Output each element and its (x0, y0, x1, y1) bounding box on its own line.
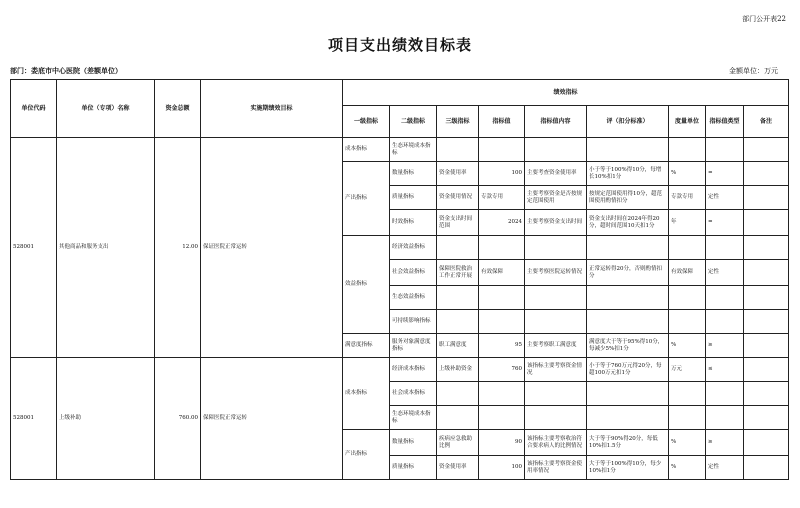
level1-cell: 效益指标 (343, 236, 390, 334)
unit-cell: 万元 (669, 358, 706, 382)
unit-code-cell: 528001 (11, 358, 57, 480)
remark-cell (744, 430, 789, 456)
col-unit-code: 单位代码 (11, 80, 57, 138)
level1-cell: 产出指标 (343, 162, 390, 236)
type-cell: = (706, 162, 744, 186)
unit-cell (669, 382, 706, 406)
remark-cell (744, 236, 789, 260)
level3-cell (437, 138, 479, 162)
value-cell (479, 286, 525, 310)
level2-cell: 社会成本指标 (390, 382, 437, 406)
level2-cell: 生态环境成本指标 (390, 406, 437, 430)
type-cell (706, 310, 744, 334)
col-level2: 二级指标 (390, 106, 437, 138)
remark-cell (744, 186, 789, 210)
level1-cell: 产出指标 (343, 430, 390, 480)
amount-cell: 12.00 (155, 138, 201, 358)
level2-cell: 质量指标 (390, 186, 437, 210)
value-cell (479, 138, 525, 162)
unit-cell (669, 286, 706, 310)
scoring-cell: 满意度大于等于95%得10分，每减少5%扣1分 (587, 334, 669, 358)
col-level1: 一级指标 (343, 106, 390, 138)
department-label: 部门：娄底市中心医院（差额单位） (10, 66, 122, 75)
level3-cell (437, 310, 479, 334)
value-cell: 专款专用 (479, 186, 525, 210)
type-cell: 定性 (706, 186, 744, 210)
value-cell: 90 (479, 430, 525, 456)
content-cell: 主要考察医院运转情况 (525, 260, 587, 286)
content-cell: 主要考察职工满意度 (525, 334, 587, 358)
level2-cell: 生态环境成本指标 (390, 138, 437, 162)
scoring-cell (587, 382, 669, 406)
value-cell: 有效保障 (479, 260, 525, 286)
level3-cell: 职工满意度 (437, 334, 479, 358)
col-measure-unit: 度量单位 (669, 106, 706, 138)
table-number: 部门公开表22 (742, 15, 786, 23)
scoring-cell: 小于等于760万元得20分，每超100万元扣1分 (587, 358, 669, 382)
value-cell (479, 382, 525, 406)
col-indicator-content: 指标值内容 (525, 106, 587, 138)
type-cell (706, 382, 744, 406)
value-cell (479, 310, 525, 334)
level2-cell: 可持续影响指标 (390, 310, 437, 334)
scoring-cell: 大于等于90%得20分，每低10%扣1.5分 (587, 430, 669, 456)
level3-cell (437, 286, 479, 310)
scoring-cell (587, 236, 669, 260)
remark-cell (744, 162, 789, 186)
content-cell (525, 236, 587, 260)
col-scoring: 评（扣分标准） (587, 106, 669, 138)
table-row (11, 358, 789, 382)
unit-cell: % (669, 162, 706, 186)
content-cell: 该指标主要考察资金情况 (525, 358, 587, 382)
type-cell: = (706, 210, 744, 236)
col-value-type: 指标值类型 (706, 106, 744, 138)
value-cell (479, 236, 525, 260)
remark-cell (744, 286, 789, 310)
type-cell: ≥ (706, 334, 744, 358)
remark-cell (744, 138, 789, 162)
remark-cell (744, 210, 789, 236)
unit-name-cell: 其他商品和服务支出 (57, 138, 155, 358)
header-row-1 (11, 80, 789, 106)
level3-cell: 保障医院救治工作正常开展 (437, 260, 479, 286)
type-cell: ≥ (706, 430, 744, 456)
remark-cell (744, 310, 789, 334)
remark-cell (744, 382, 789, 406)
col-indicators: 绩效指标 (343, 80, 789, 106)
content-cell: 该指标主要考察收治符合要求病人的比例情况 (525, 430, 587, 456)
content-cell: 该指标主要考察资金使用率情况 (525, 456, 587, 480)
scoring-cell: 大于等于100%得10分，每少10%扣1分 (587, 456, 669, 480)
remark-cell (744, 260, 789, 286)
unit-cell: 专款专用 (669, 186, 706, 210)
value-cell: 2024 (479, 210, 525, 236)
col-remark: 备注 (744, 106, 789, 138)
level2-cell: 时效指标 (390, 210, 437, 236)
unit-cell: % (669, 334, 706, 358)
level3-cell: 资金使用情况 (437, 186, 479, 210)
unit-cell: % (669, 430, 706, 456)
level2-cell: 生态效益指标 (390, 286, 437, 310)
remark-cell (744, 358, 789, 382)
type-cell (706, 406, 744, 430)
unit-cell: 年 (669, 210, 706, 236)
content-cell (525, 406, 587, 430)
unit-code-cell: 528001 (11, 138, 57, 358)
level3-cell (437, 382, 479, 406)
value-cell: 100 (479, 456, 525, 480)
type-cell: 定性 (706, 456, 744, 480)
remark-cell (744, 456, 789, 480)
content-cell (525, 138, 587, 162)
level2-cell: 服务对象满意度指标 (390, 334, 437, 358)
type-cell: 定性 (706, 260, 744, 286)
scoring-cell: 正常运转得20分，否则酌情扣分 (587, 260, 669, 286)
unit-cell (669, 138, 706, 162)
value-cell: 760 (479, 358, 525, 382)
col-indicator-value: 指标值 (479, 106, 525, 138)
content-cell (525, 382, 587, 406)
performance-table (10, 79, 789, 480)
table-row (11, 138, 789, 162)
unit-cell (669, 406, 706, 430)
type-cell (706, 286, 744, 310)
level2-cell: 数量指标 (390, 162, 437, 186)
content-cell: 主要考察资金支出时间 (525, 210, 587, 236)
unit-cell (669, 236, 706, 260)
level3-cell: 资金使用率 (437, 162, 479, 186)
content-cell: 主要考查资金使用率 (525, 162, 587, 186)
goal-cell: 保证医院正常运转 (201, 138, 343, 358)
level1-cell: 满意度指标 (343, 334, 390, 358)
content-cell (525, 286, 587, 310)
level2-cell: 经济效益指标 (390, 236, 437, 260)
scoring-cell: 小于等于100%得10分，每增长10%扣1分 (587, 162, 669, 186)
level2-cell: 社会效益指标 (390, 260, 437, 286)
col-period-goal: 实施期绩效目标 (201, 80, 343, 138)
level3-cell: 疾病应急救助比例 (437, 430, 479, 456)
col-level3: 三级指标 (437, 106, 479, 138)
col-total-funds: 资金总额 (155, 80, 201, 138)
unit-cell: 有效保障 (669, 260, 706, 286)
level2-cell: 数量指标 (390, 430, 437, 456)
remark-cell (744, 406, 789, 430)
unit-cell: % (669, 456, 706, 480)
scoring-cell (587, 310, 669, 334)
scoring-cell (587, 406, 669, 430)
level3-cell (437, 406, 479, 430)
amount-unit-label: 金额单位：万元 (729, 67, 778, 75)
col-unit-name: 单位（专项）名称 (57, 80, 155, 138)
scoring-cell: 资金支出时间在2024年得20分，超时间范围10天扣1分 (587, 210, 669, 236)
amount-cell: 760.00 (155, 358, 201, 480)
page-title: 项目支出绩效目标表 (327, 36, 472, 54)
scoring-cell (587, 138, 669, 162)
content-cell: 主要考察资金是否按规定范围使用 (525, 186, 587, 210)
content-cell (525, 310, 587, 334)
level3-cell: 资金使用率 (437, 456, 479, 480)
level2-cell: 经济成本指标 (390, 358, 437, 382)
type-cell: ≤ (706, 358, 744, 382)
type-cell (706, 236, 744, 260)
value-cell (479, 406, 525, 430)
value-cell: 95 (479, 334, 525, 358)
unit-cell (669, 310, 706, 334)
level3-cell: 资金支出时间范围 (437, 210, 479, 236)
level1-cell: 成本指标 (343, 358, 390, 430)
value-cell: 100 (479, 162, 525, 186)
unit-name-cell: 上级补助 (57, 358, 155, 480)
type-cell (706, 138, 744, 162)
level2-cell: 质量指标 (390, 456, 437, 480)
goal-cell: 保障医院正常运转 (201, 358, 343, 480)
level3-cell: 上级补助资金 (437, 358, 479, 382)
scoring-cell: 按规定范围使用得10分，超范围使用酌情扣分 (587, 186, 669, 210)
remark-cell (744, 334, 789, 358)
level3-cell (437, 236, 479, 260)
level1-cell: 成本指标 (343, 138, 390, 162)
scoring-cell (587, 286, 669, 310)
